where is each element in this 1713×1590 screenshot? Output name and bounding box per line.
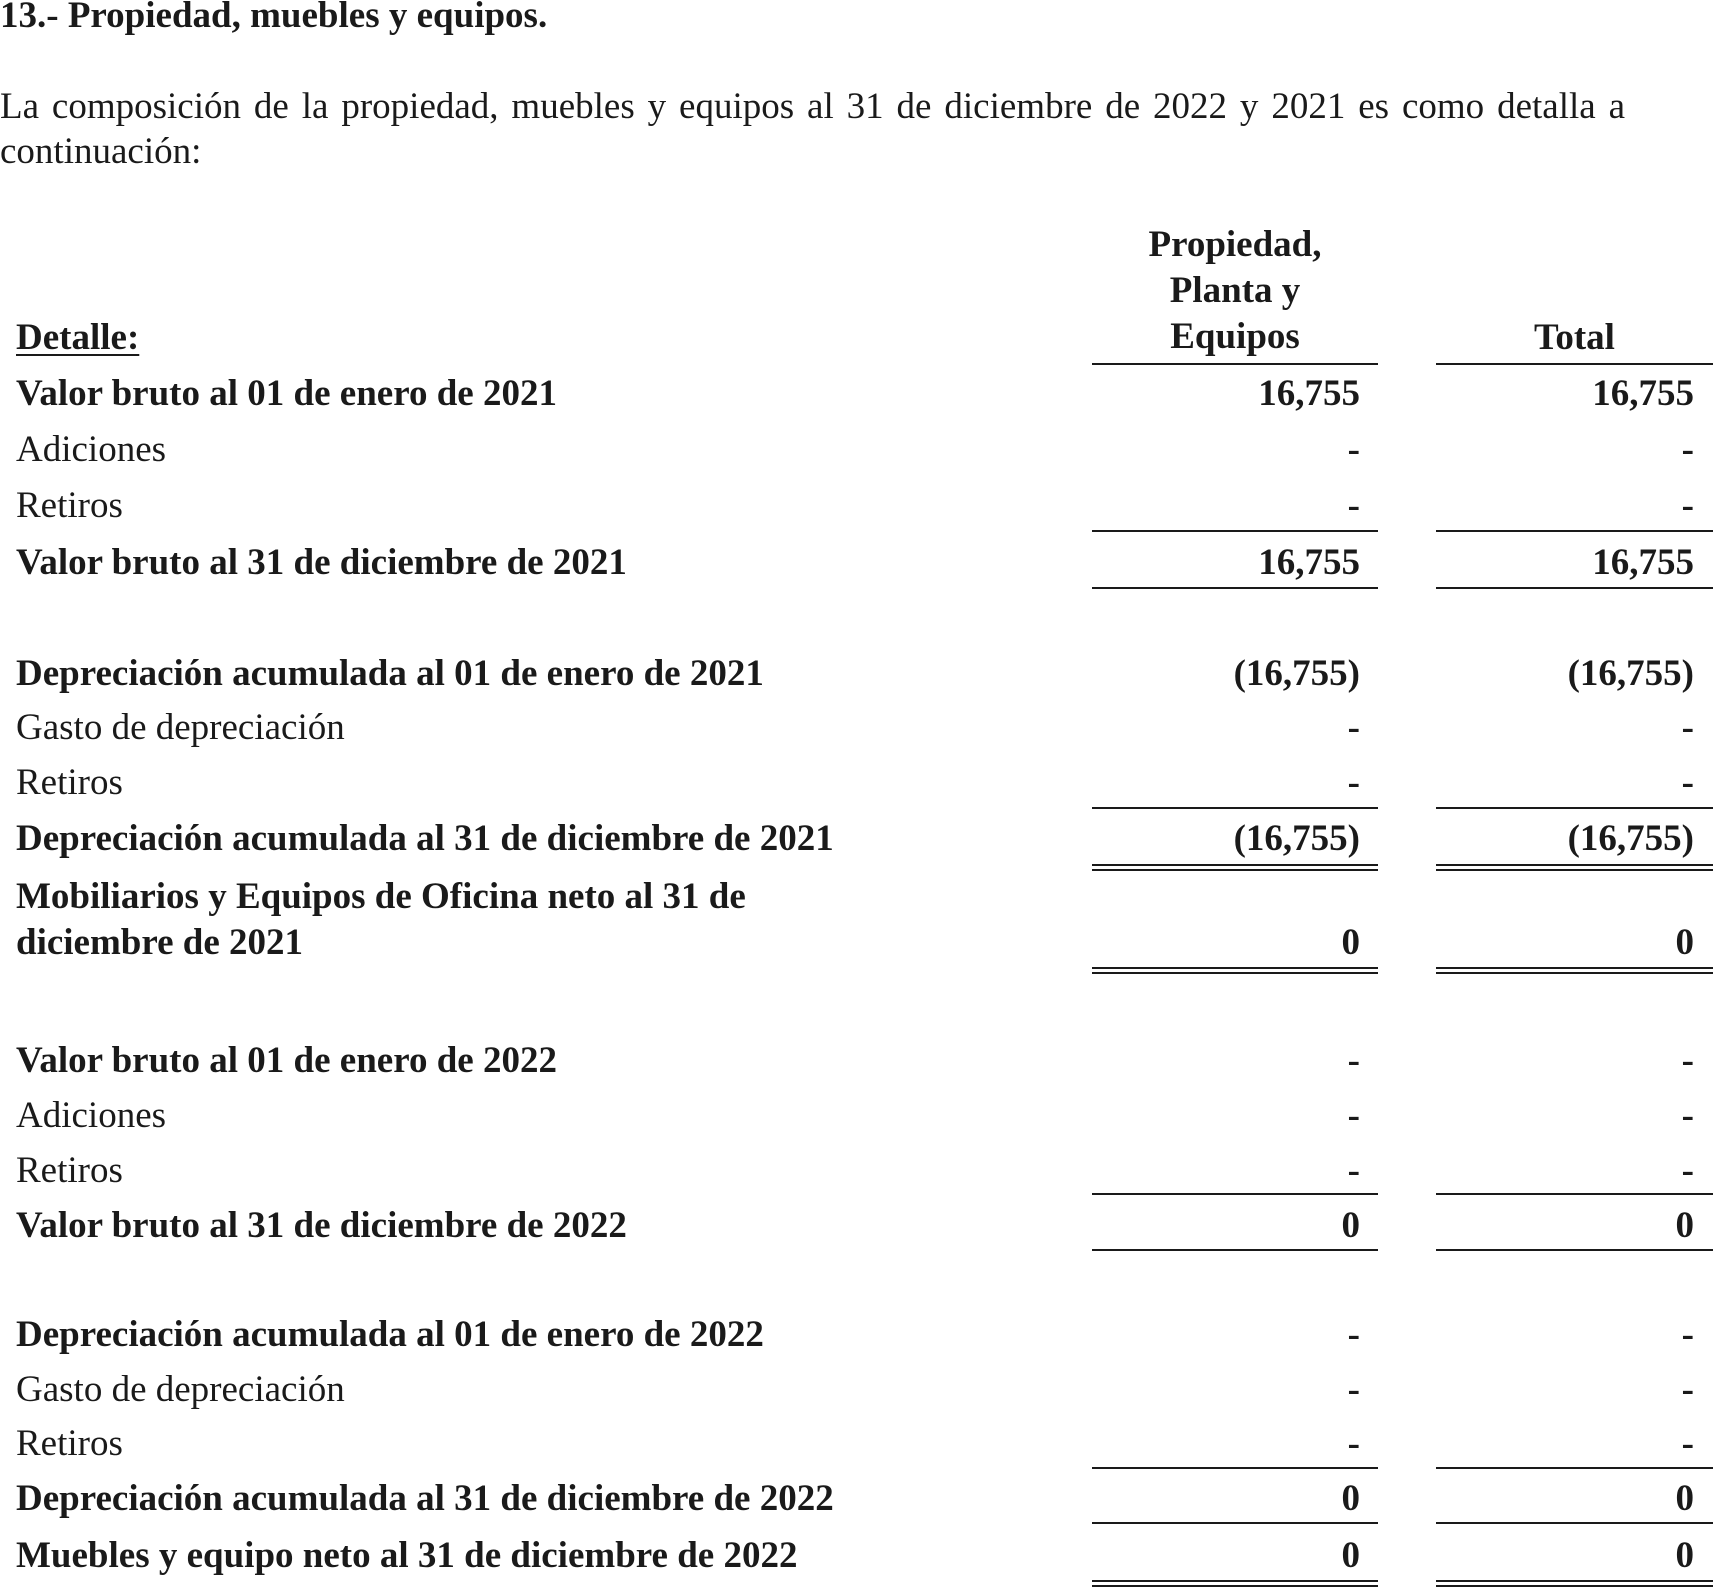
row-label: Valor bruto al 31 de diciembre de 2022 xyxy=(16,1205,627,1246)
row-ppe-value: 16,755 xyxy=(1258,373,1360,414)
row-label: Depreciación acumulada al 01 de enero de 2021 xyxy=(16,653,764,694)
row-label: Muebles y equipo neto al 31 de diciembre de 2022 xyxy=(16,1535,798,1576)
row-ppe-value: - xyxy=(1347,429,1360,470)
row-total-value: - xyxy=(1681,1314,1694,1355)
row-ppe-value: - xyxy=(1347,485,1360,526)
row-total-value: 0 xyxy=(1675,1535,1694,1576)
row-label: Depreciación acumulada al 01 de enero de 2022 xyxy=(16,1314,764,1355)
row-label: Depreciación acumulada al 31 de diciembre de 2021 xyxy=(16,818,834,859)
total-rule xyxy=(1092,1249,1378,1251)
row-label: Gasto de depreciación xyxy=(16,707,345,748)
row-total-value: - xyxy=(1681,707,1694,748)
subtotal-rule xyxy=(1092,530,1378,532)
note-heading: 13.- Propiedad, muebles y equipos. xyxy=(0,0,548,36)
total-rule xyxy=(1092,1522,1378,1524)
row-label: Retiros xyxy=(16,762,123,803)
total-rule xyxy=(1436,1249,1713,1251)
subtotal-rule xyxy=(1092,807,1378,809)
row-label: Valor bruto al 01 de enero de 2022 xyxy=(16,1040,557,1081)
subtotal-rule xyxy=(1092,1467,1378,1469)
subtotal-rule xyxy=(1436,807,1713,809)
double-total-rule xyxy=(1436,1580,1713,1587)
row-ppe-value: 0 xyxy=(1341,922,1360,963)
row-total-value: - xyxy=(1681,1095,1694,1136)
row-total-value: - xyxy=(1681,762,1694,803)
row-label: Valor bruto al 01 de enero de 2021 xyxy=(16,373,557,414)
total-header-rule xyxy=(1436,363,1713,365)
double-total-rule xyxy=(1092,967,1378,974)
row-ppe-value: (16,755) xyxy=(1233,653,1360,694)
total-rule xyxy=(1092,587,1378,589)
row-label-line1: Mobiliarios y Equipos de Oficina neto al 31 de xyxy=(16,876,746,917)
row-total-value: 16,755 xyxy=(1592,373,1694,414)
row-ppe-value: - xyxy=(1347,762,1360,803)
row-ppe-value: 0 xyxy=(1341,1205,1360,1246)
row-total-value: - xyxy=(1681,1369,1694,1410)
row-total-value: - xyxy=(1681,485,1694,526)
row-total-value: (16,755) xyxy=(1567,818,1694,859)
row-total-value: 0 xyxy=(1675,1205,1694,1246)
row-ppe-value: - xyxy=(1347,1095,1360,1136)
row-ppe-value: - xyxy=(1347,1369,1360,1410)
total-rule xyxy=(1436,587,1713,589)
row-total-value: 16,755 xyxy=(1592,542,1694,583)
row-total-value: - xyxy=(1681,429,1694,470)
row-ppe-value: (16,755) xyxy=(1233,818,1360,859)
row-ppe-value: 0 xyxy=(1341,1478,1360,1519)
row-ppe-value: 0 xyxy=(1341,1535,1360,1576)
row-label-line2: diciembre de 2021 xyxy=(16,922,304,963)
row-total-value: (16,755) xyxy=(1567,653,1694,694)
row-label: Depreciación acumulada al 31 de diciembre de 2022 xyxy=(16,1478,834,1519)
row-label: Adiciones xyxy=(16,1095,167,1136)
row-label: Adiciones xyxy=(16,429,167,470)
total-column-header: Total xyxy=(1534,317,1615,358)
detalle-header: Detalle: xyxy=(16,317,140,358)
double-total-rule xyxy=(1436,967,1713,974)
intro-paragraph: La composición de la propiedad, muebles y equipos al 31 de diciembre de 2022 y 2021 es como detalla a continuación: xyxy=(0,86,1625,172)
ppe-header-line1: Propiedad, xyxy=(1148,224,1322,265)
row-total-value: - xyxy=(1681,1423,1694,1464)
row-label: Valor bruto al 31 de diciembre de 2021 xyxy=(16,542,627,583)
double-total-rule xyxy=(1436,864,1713,871)
row-ppe-value: 16,755 xyxy=(1258,542,1360,583)
double-total-rule xyxy=(1092,864,1378,871)
ppe-header-rule xyxy=(1092,363,1378,365)
row-label: Retiros xyxy=(16,485,123,526)
double-total-rule xyxy=(1092,1580,1378,1587)
row-label: Retiros xyxy=(16,1423,123,1464)
subtotal-rule xyxy=(1436,1467,1713,1469)
subtotal-rule xyxy=(1436,1193,1713,1195)
total-rule xyxy=(1436,1522,1713,1524)
row-ppe-value: - xyxy=(1347,1314,1360,1355)
row-total-value: - xyxy=(1681,1040,1694,1081)
row-label: Retiros xyxy=(16,1150,123,1191)
subtotal-rule xyxy=(1092,1193,1378,1195)
ppe-column-header xyxy=(1092,222,1378,360)
ppe-header-line2: Planta y xyxy=(1169,270,1301,311)
row-total-value: 0 xyxy=(1675,1478,1694,1519)
ppe-header-line3: Equipos xyxy=(1170,316,1300,357)
row-ppe-value: - xyxy=(1347,1040,1360,1081)
subtotal-rule xyxy=(1436,530,1713,532)
row-label: Gasto de depreciación xyxy=(16,1369,345,1410)
row-ppe-value: - xyxy=(1347,1423,1360,1464)
row-total-value: - xyxy=(1681,1150,1694,1191)
row-total-value: 0 xyxy=(1675,922,1694,963)
row-ppe-value: - xyxy=(1347,707,1360,748)
row-ppe-value: - xyxy=(1347,1150,1360,1191)
